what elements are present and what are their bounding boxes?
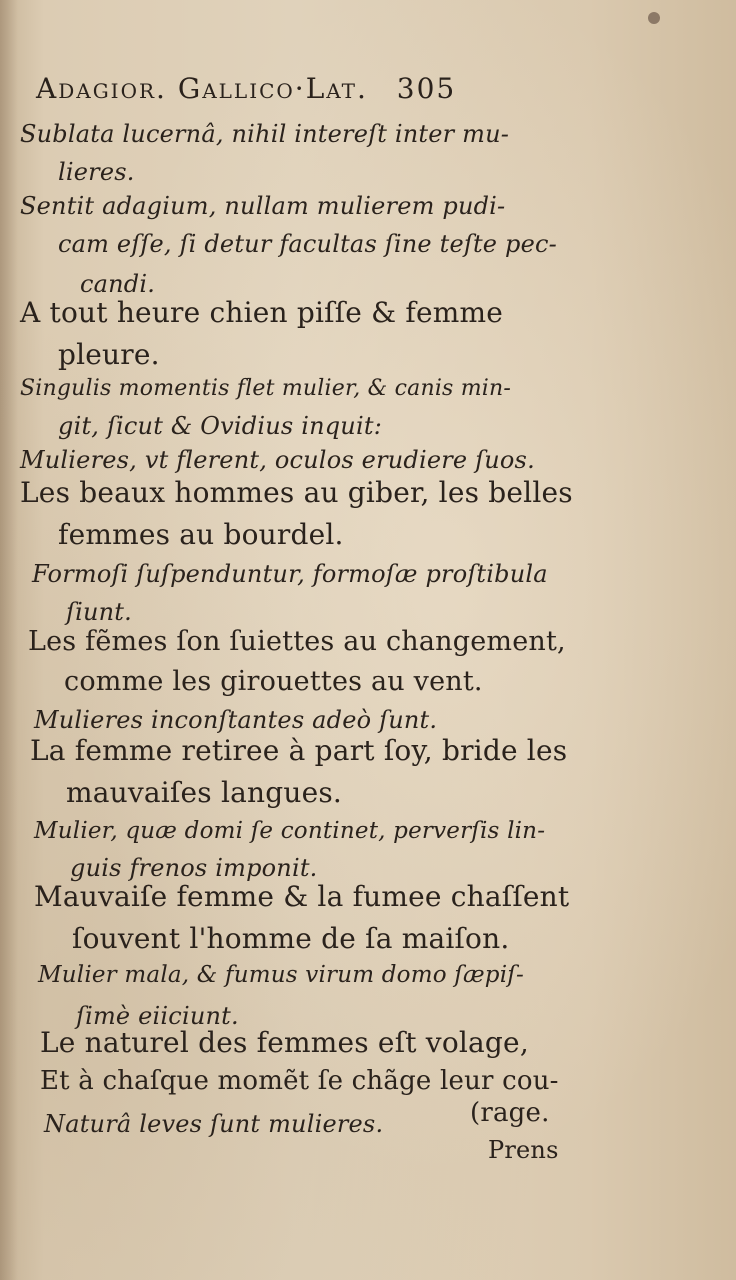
text-line: A tout heure chien piſſe & femme (20, 296, 503, 329)
running-title: Adagior. Gallico·Lat. (36, 72, 368, 105)
text-line: Mulieres, vt flerent, oculos erudiere ſuos. (20, 446, 535, 474)
text-line: femmes au bourdel. (58, 518, 344, 551)
text-line: guis frenos imponit. (70, 854, 318, 882)
catchword: Prens (488, 1136, 559, 1164)
text-line: Mulier mala, & fumus virum domo ſæpiſ- (38, 962, 524, 988)
running-header (36, 72, 456, 105)
text-line: Et à chaſque momẽt ſe chãge leur cou- (40, 1066, 559, 1096)
text-line: Le naturel des femmes eſt volage, (40, 1026, 529, 1059)
text-line-continuation: (rage. (470, 1098, 550, 1128)
text-line: Mulier, quæ domi ſe continet, perverſis lin- (34, 818, 546, 844)
text-line: ſiunt. (66, 598, 132, 626)
text-line: lieres. (58, 158, 135, 186)
text-line: comme les girouettes au vent. (64, 666, 483, 697)
text-line: Mulieres inconſtantes adeò ſunt. (34, 706, 438, 734)
text-line: Les fẽmes ſon ſuiettes au changement, (28, 626, 566, 657)
text-line: ſimè eiiciunt. (76, 1002, 239, 1030)
text-line: Naturâ leves ſunt mulieres. (44, 1110, 384, 1138)
text-line: pleure. (58, 338, 160, 371)
text-line: Singulis momentis flet mulier, & canis min- (20, 376, 512, 401)
text-line: cam eſſe, ſi detur facultas ſine teſte pec- (58, 230, 557, 258)
text-line: mauvaiſes langues. (66, 776, 343, 809)
text-line: candi. (80, 270, 156, 298)
text-line: Sentit adagium, nullam mulierem pudi- (20, 192, 506, 220)
page-number: 305 (396, 72, 457, 105)
text-line: Mauvaiſe femme & la fumee chaſſent (34, 880, 570, 913)
text-line: git, ſicut & Ovidius inquit: (58, 412, 382, 440)
text-line: Formoſi ſuſpenduntur, formoſæ proſtibula (32, 560, 548, 588)
text-line: Sublata lucernâ, nihil intereſt inter mu- (20, 120, 510, 148)
text-line: ſouvent l'homme de ſa maiſon. (72, 922, 510, 955)
text-line: La femme retiree à part ſoy, bride les (30, 734, 568, 767)
ink-spot (648, 12, 660, 24)
text-line: Les beaux hommes au giber, les belles (20, 476, 573, 509)
page-gutter-shadow (0, 0, 18, 1280)
